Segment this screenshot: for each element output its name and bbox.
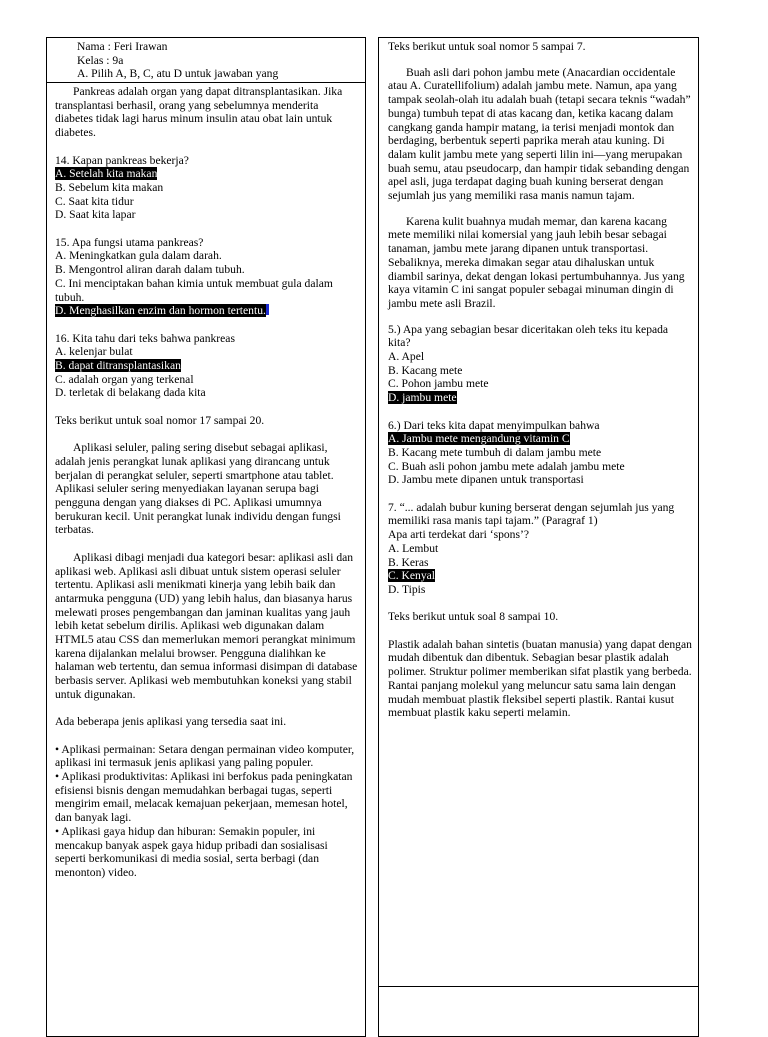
q5-question: 5.) Apa yang sebagian besar diceritakan oleh teks itu kepada kita? — [388, 322, 669, 350]
q16-option-b — [55, 359, 359, 373]
cashew-paragraph-1: Buah asli dari pohon jambu mete (Anacardian occidentale atau A. Curatellifolium) adalah jambu mete. Namun, apa yang tampak seolah-olah itu adalah buah (tetapi secara teknis “wadah” bunga) tumbuh tepat di atas kacang dan, ketika kacang dalam cangkang ganda hampir matang, ia terisi menjadi montok dan berdaging, berbentuk seperti paprika merah atau kuning. Di dalam kulit jambu mete yang seperti lilin ini—yang merupakan buah semu, atau pseudocarp, dan hampir tidak sebanding dengan apel asli, juga terdapat daging buah kuning berserat dengan sejumlah jus yang memiliki rasa manis namun tajam. — [388, 65, 691, 203]
q7-quote: 7. “... adalah bubur kuning berserat dengan sejumlah jus yang memiliki rasa manis tapi tajam.” (Paragraf 1) — [388, 500, 675, 528]
q6-option-a-text: A. Jambu mete mengandung vitamin C — [388, 432, 570, 446]
right-bottom-divider — [379, 986, 698, 987]
q6-option-c: C. Buah asli pohon jambu mete adalah jambu mete — [388, 459, 625, 473]
text-intro-5-7: Teks berikut untuk soal nomor 5 sampai 7. — [388, 40, 586, 53]
q5-option-d-text: D. jambu mete — [388, 391, 457, 405]
q16-question: 16. Kita tahu dari teks bahwa pankreas — [55, 331, 235, 345]
student-class: Kelas : 9a — [77, 53, 124, 67]
q7-option-c — [388, 569, 692, 583]
q14-option-d: D. Saat kita lapar — [55, 208, 136, 222]
right-column — [388, 40, 692, 720]
q16-option-a: A. kelenjar bulat — [55, 345, 133, 359]
q16-option-c: C. adalah organ yang terkenal — [55, 372, 194, 386]
student-header — [77, 40, 357, 81]
q5-option-b: B. Kacang mete — [388, 363, 463, 377]
apps-paragraph-1: Aplikasi seluler, paling sering disebut sebagai aplikasi, adalah jenis perangkat lunak aplikasi yang dirancang untuk berjalan di perangkat seluler, seperti smartphone atau tablet. Aplikasi seluler sering menyediakan layanan serupa bagi pengguna dengan yang diakses di PC. Aplikasi umumnya berukuran kecil. Unit perangkat lunak individu dengan fungsi terbatas. — [55, 441, 341, 537]
q7-question: Apa arti terdekat dari ‘spons’? — [388, 528, 529, 542]
q14-question: 14. Kapan pankreas bekerja? — [55, 153, 189, 167]
q5-option-c: C. Pohon jambu mete — [388, 377, 489, 391]
q16-option-b-text: B. dapat ditransplantasikan — [55, 359, 181, 373]
q6-option-a — [388, 432, 692, 446]
q15-option-b: B. Mengontrol aliran darah dalam tubuh. — [55, 263, 245, 277]
q15-option-c: C. Ini menciptakan bahan kimia untuk membuat gula dalam tubuh. — [55, 276, 333, 304]
q15-option-a: A. Meningkatkan gula dalam darah. — [55, 249, 222, 263]
q14-option-c: C. Saat kita tidur — [55, 194, 134, 208]
q15-option-d-text: D. Menghasilkan enzim dan hormon tertentu. — [55, 304, 266, 318]
q6-option-d: D. Jambu mete dipanen untuk transportasi — [388, 473, 584, 487]
plastic-paragraph: Plastik adalah bahan sintetis (buatan manusia) yang dapat dengan mudah dibentuk dan dibentuk. Sebagian besar plastik adalah polimer. Struktur polimer memberikan sifat plastik yang berbeda. Rantai panjang molekul yang meluncur satu sama lain dengan mudah membuat plastik fleksibel seperti plastik. Rantai kusut membuat plastik kaku seperti melamin. — [388, 637, 692, 720]
q15-question: 15. Apa fungsi utama pankreas? — [55, 235, 204, 249]
q7-option-d: D. Tipis — [388, 582, 426, 596]
text-intro-8-10: Teks berikut untuk soal 8 sampai 10. — [388, 610, 559, 624]
q14-option-b: B. Sebelum kita makan — [55, 180, 164, 194]
q6-option-b: B. Kacang mete tumbuh di dalam jambu mete — [388, 445, 602, 459]
student-name: Nama : Feri Irawan — [77, 40, 168, 53]
text-cursor-mark — [266, 304, 269, 315]
q14-option-a-text: A. Setelah kita makan — [55, 167, 158, 181]
q16-option-d: D. terletak di belakang dada kita — [55, 386, 206, 400]
bullet-games: • Aplikasi permainan: Setara dengan permainan video komputer, aplikasi ini termasuk jenis aplikasi yang paling populer. — [55, 742, 355, 770]
cashew-paragraph-2: Karena kulit buahnya mudah memar, dan karena kacang mete memiliki nilai komersial yang jauh lebih besar sebagai tanaman, jambu mete jarang dipanen untuk transportasi. Sebaliknya, mereka dimakan segar atau dihaluskan untuk diambil sarinya, dekat dengan lokasi pertumbuhannya. Jus yang kaya vitamin C ini sangat populer sebagai minuman dingin di jambu mete asli Brazil. — [388, 214, 685, 310]
bullet-lifestyle: • Aplikasi gaya hidup dan hiburan: Semakin populer, ini mencakup banyak aspek gaya hidup pribadi dan sosialisasi seperti berkomunikasi di media sosial, serta berbagi (dan menonton) video. — [55, 824, 328, 879]
q7-option-a: A. Lembut — [388, 541, 439, 555]
q7-option-c-text: C. Kenyal — [388, 569, 436, 583]
text-intro-17-20: Teks berikut untuk soal nomor 17 sampai 20. — [55, 413, 265, 427]
q5-option-a: A. Apel — [388, 350, 425, 364]
q7-option-b: B. Keras — [388, 555, 429, 569]
apps-paragraph-3: Ada beberapa jenis aplikasi yang tersedia saat ini. — [55, 715, 287, 729]
q5-option-d — [388, 391, 692, 405]
header-divider — [47, 82, 365, 83]
left-column — [55, 85, 359, 880]
q15-option-d — [55, 304, 359, 318]
pankreas-intro: Pankreas adalah organ yang dapat ditransplantasikan. Jika transplantasi berhasil, orang yang sebelumnya menderita diabetes tidak lagi harus minum insulin atau obat lain untuk diabetes. — [55, 85, 343, 140]
q6-question: 6.) Dari teks kita dapat menyimpulkan bahwa — [388, 418, 600, 432]
bullet-productivity: • Aplikasi produktivitas: Aplikasi ini berfokus pada peningkatan efisiensi bisnis dengan memudahkan berbagai tugas, seperti mengirim email, melacak kemajuan pekerjaan, memesan hotel, dan banyak lagi. — [55, 770, 353, 825]
instruction-text: A. Pilih A, B, C, atu D untuk jawaban yang — [77, 67, 279, 81]
q14-option-a — [55, 167, 359, 181]
apps-paragraph-2: Aplikasi dibagi menjadi dua kategori besar: aplikasi asli dan aplikasi web. Aplikasi asli dibuat untuk sistem operasi seluler tertentu. Aplikasi asli menikmati kinerja yang lebih baik dan antarmuka pengguna (UD) yang lebih halus, dan biasanya harus melewati proses pengembangan dan jaminan kualitas yang jauh lebih ketat sebelum dirilis. Aplikasi web digunakan dalam HTML5 atau CSS dan memerlukan memori perangkat minimum karena dijalankan melalui browser. Pengguna dialihkan ke halaman web tertentu, dan semua informasi disimpan di database berbasis server. Aplikasi web membutuhkan koneksi yang stabil untuk digunakan. — [55, 550, 358, 701]
